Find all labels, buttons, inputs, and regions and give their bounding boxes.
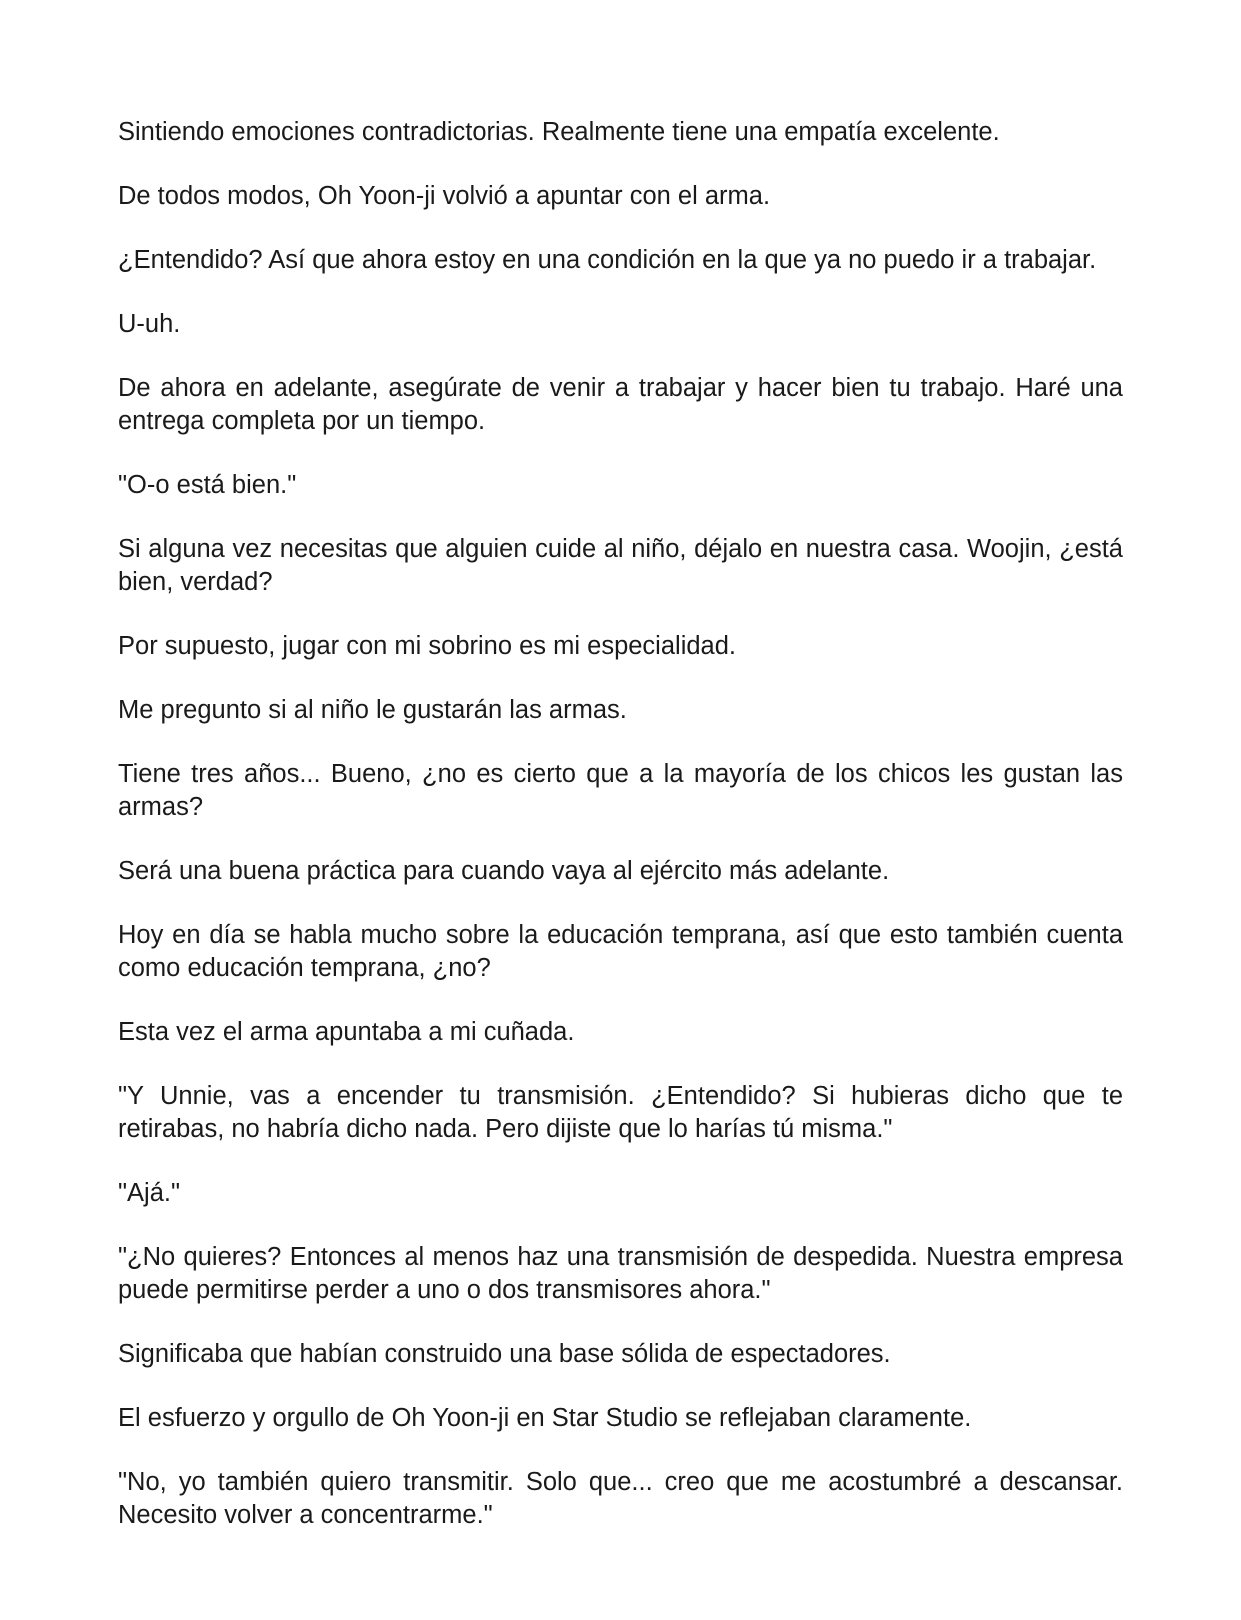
paragraph: De ahora en adelante, asegúrate de venir a trabajar y hacer bien tu trabajo. Haré una entrega completa por un tiempo. bbox=[118, 374, 1123, 435]
paragraph: Esta vez el arma apuntaba a mi cuñada. bbox=[118, 1018, 575, 1046]
paragraph: Hoy en día se habla mucho sobre la educación temprana, así que esto también cuenta como educación temprana, ¿no? bbox=[118, 921, 1123, 982]
paragraph: "No, yo también quiero transmitir. Solo que... creo que me acostumbré a descansar. Necesito volver a concentrarme." bbox=[118, 1468, 1123, 1529]
paragraph: "Ajá." bbox=[118, 1179, 181, 1207]
paragraph: Si alguna vez necesitas que alguien cuide al niño, déjalo en nuestra casa. Woojin, ¿está bien, verdad? bbox=[118, 535, 1123, 596]
paragraph: "¿No quieres? Entonces al menos haz una transmisión de despedida. Nuestra empresa puede permitirse perder a uno o dos transmisores ahora." bbox=[118, 1243, 1123, 1304]
paragraph: "Y Unnie, vas a encender tu transmisión. ¿Entendido? Si hubieras dicho que te retirabas, no habría dicho nada. Pero dijiste que lo harías tú misma." bbox=[118, 1082, 1123, 1143]
paragraph: "O-o está bien." bbox=[118, 471, 297, 499]
paragraph: Significaba que habían construido una base sólida de espectadores. bbox=[118, 1340, 891, 1368]
paragraph: De todos modos, Oh Yoon-ji volvió a apuntar con el arma. bbox=[118, 182, 771, 210]
paragraph: Sintiendo emociones contradictorias. Realmente tiene una empatía excelente. bbox=[118, 118, 1000, 146]
paragraph: Tiene tres años... Bueno, ¿no es cierto que a la mayoría de los chicos les gustan las armas? bbox=[118, 760, 1123, 821]
paragraph: Me pregunto si al niño le gustarán las armas. bbox=[118, 696, 627, 724]
paragraph: U-uh. bbox=[118, 310, 181, 338]
paragraph: El esfuerzo y orgullo de Oh Yoon-ji en Star Studio se reflejaban claramente. bbox=[118, 1404, 972, 1432]
paragraph: ¿Entendido? Así que ahora estoy en una condición en la que ya no puedo ir a trabajar. bbox=[118, 246, 1097, 274]
paragraph: Será una buena práctica para cuando vaya al ejército más adelante. bbox=[118, 857, 890, 885]
document-body bbox=[118, 116, 1123, 1563]
paragraph: Por supuesto, jugar con mi sobrino es mi especialidad. bbox=[118, 632, 736, 660]
